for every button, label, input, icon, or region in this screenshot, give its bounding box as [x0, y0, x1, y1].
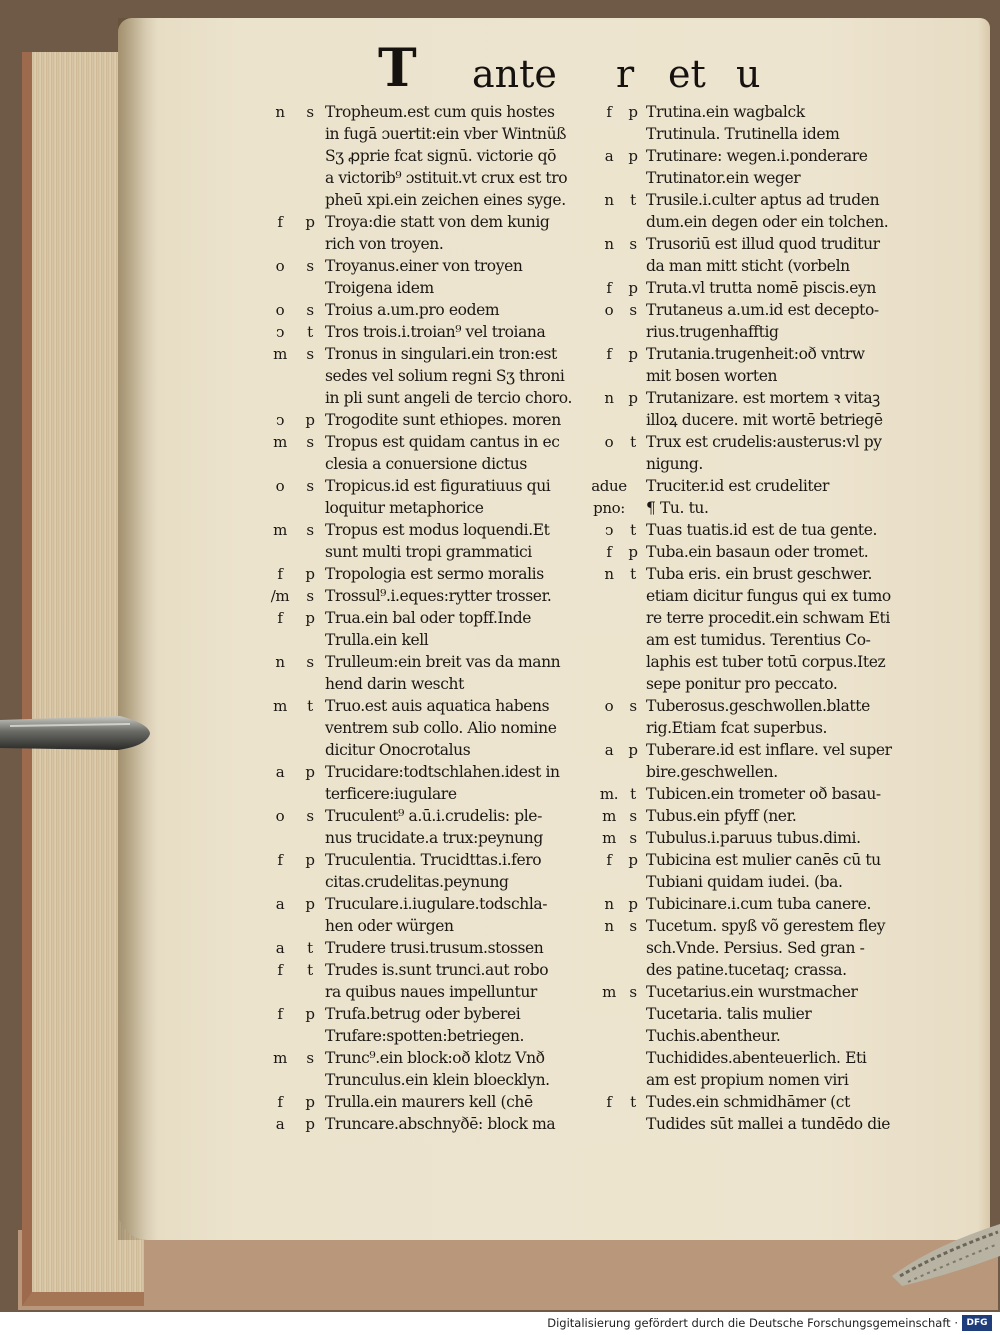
entry-text: Tronus in singulari.ein tron:est [325, 345, 557, 363]
entry-text: Trossul⁹.i.eques:rytter trosser. [325, 587, 552, 605]
entry-line [265, 211, 595, 233]
margin-class-marker: p [305, 763, 315, 781]
entry-text: in fugā ɔuertit:ein vber Wintnüß [325, 125, 567, 143]
margin-class-marker: t [307, 961, 313, 979]
entry-text: Tropheum.est cum quis hostes [325, 103, 555, 121]
entry-text: Trutaneus a.um.id est decepto- [646, 301, 879, 319]
entry-line [265, 299, 595, 321]
margin-gender-marker: o [275, 807, 285, 825]
entry-line [265, 695, 595, 717]
entry-line [590, 585, 906, 607]
margin-class-marker: s [306, 345, 314, 363]
margin-class-marker: p [628, 147, 638, 165]
entry-line [590, 409, 906, 431]
margin-gender-marker: f [606, 279, 612, 297]
margin-class-marker: p [305, 411, 315, 429]
entry-text: Troya:die statt von dem kunig [325, 213, 550, 231]
entry-text: sch.Vnde. Persius. Sed gran - [646, 939, 865, 957]
entry-line [590, 805, 906, 827]
entry-text: loquitur metaphorice [325, 499, 484, 517]
entry-text: Trutanizare. est mortem ꝛ vitaꝫ [646, 389, 880, 407]
entry-line [590, 695, 906, 717]
entry-line [265, 365, 595, 387]
margin-gender-marker: f [277, 1093, 283, 1111]
entry-text: Tucetarius.ein wurstmacher [646, 983, 858, 1001]
entry-line [265, 233, 595, 255]
margin-class-marker: t [307, 939, 313, 957]
margin-gender-marker: f [277, 565, 283, 583]
margin-class-marker: t [630, 785, 636, 803]
entry-text: Tubicinare.i.cum tuba canere. [646, 895, 872, 913]
entry-text: Tudes.ein schmidhāmer (ct [646, 1093, 850, 1111]
entry-text: Truciter.id est crudeliter [646, 477, 829, 495]
margin-gender-marker: f [277, 961, 283, 979]
entry-line [590, 541, 906, 563]
margin-gender-marker: n [604, 917, 614, 935]
entry-line [590, 519, 906, 541]
entry-text: rius.trugenhafftig [646, 323, 779, 341]
margin-class-marker: p [628, 741, 638, 759]
entry-line [590, 431, 906, 453]
entry-line [590, 453, 906, 475]
margin-gender-marker: a [275, 939, 285, 957]
entry-text: clesia a conuersione dictus [325, 455, 527, 473]
entry-line [590, 1047, 906, 1069]
margin-gender-marker: a [604, 741, 614, 759]
margin-gender-marker: m [602, 807, 616, 825]
margin-class-marker: t [630, 191, 636, 209]
entry-text: sedes vel solium regni Sʒ throni [325, 367, 565, 385]
entry-text: illoꝝ ducere. mit wortē betriegē [646, 411, 883, 429]
entry-line [265, 629, 595, 651]
entry-text: Truo.est auis aquatica habens [325, 697, 550, 715]
entry-text: ventrem sub collo. Alio nomine [325, 719, 557, 737]
entry-line [590, 783, 906, 805]
entry-text: Trufare:spotten:betriegen. [325, 1027, 525, 1045]
entry-text: Trulla.ein kell [325, 631, 429, 649]
entry-line [590, 717, 906, 739]
entry-line [265, 1069, 595, 1091]
entry-line [590, 101, 906, 123]
margin-gender-marker: o [275, 257, 285, 275]
entry-text: Tubus.ein pfyff (ner. [646, 807, 797, 825]
entry-line [265, 585, 595, 607]
entry-line [265, 1025, 595, 1047]
entry-line [590, 189, 906, 211]
entry-text: bire.geschwellen. [646, 763, 778, 781]
entry-text: Trucidare:todtschlahen.idest in [325, 763, 560, 781]
entry-text: Tros trois.i.troian⁹ vel troiana [325, 323, 546, 341]
header-initial: T [378, 38, 417, 99]
entry-line [265, 497, 595, 519]
entry-line [590, 365, 906, 387]
torn-binding-band [872, 1216, 1000, 1286]
margin-gender-marker: f [277, 851, 283, 869]
entry-line [590, 563, 906, 585]
entry-line [265, 431, 595, 453]
footer-bar [0, 1312, 1000, 1335]
margin-class-marker: s [306, 807, 314, 825]
margin-gender-marker: f [606, 345, 612, 363]
entry-text: re terre procedit.ein schwam Eti [646, 609, 890, 627]
entry-line [590, 1113, 906, 1135]
margin-gender-marker: o [604, 697, 614, 715]
margin-gender-marker: o [275, 477, 285, 495]
entry-text: Tuchis.abentheur. [646, 1027, 781, 1045]
entry-line [265, 387, 595, 409]
margin-gender-marker: n [604, 235, 614, 253]
entry-text: Truta.vl trutta nomē piscis.eyn [646, 279, 876, 297]
entry-text: Tucetaria. talis mulier [646, 1005, 812, 1023]
entry-line [265, 981, 595, 1003]
margin-class-marker: s [629, 917, 637, 935]
entry-line [265, 849, 595, 871]
margin-gender-marker: n [275, 103, 285, 121]
margin-gender-marker: m [273, 433, 287, 451]
entry-line [265, 123, 595, 145]
header-word: ante [472, 52, 557, 96]
margin-gender-marker: o [604, 301, 614, 319]
margin-class-marker: p [628, 345, 638, 363]
entry-line [590, 167, 906, 189]
entry-line [265, 145, 595, 167]
entry-line [265, 1091, 595, 1113]
margin-class-marker: t [307, 323, 313, 341]
entry-line [590, 1091, 906, 1113]
entry-line [265, 277, 595, 299]
margin-class-marker: p [628, 103, 638, 121]
margin-class-marker: t [630, 565, 636, 583]
margin-class-marker: s [629, 697, 637, 715]
margin-gender-marker: m [273, 697, 287, 715]
entry-line [590, 761, 906, 783]
margin-class-marker: s [629, 983, 637, 1001]
margin-class-marker: p [305, 851, 315, 869]
entry-text: Troyanus.einer von troyen [325, 257, 523, 275]
margin-gender-marker: pno: [593, 499, 625, 517]
entry-text: Tuchidides.abenteuerlich. Eti [646, 1049, 867, 1067]
entry-text: Truculentia. Trucidttas.i.fero [325, 851, 542, 869]
entry-text: Trulleum:ein breit vas da mann [325, 653, 561, 671]
entry-text: rich von troyen. [325, 235, 444, 253]
entry-line [265, 453, 595, 475]
margin-gender-marker: a [604, 147, 614, 165]
entry-text: pheū xpi.ein zeichen eines syge. [325, 191, 566, 209]
entry-line [590, 475, 906, 497]
margin-gender-marker: /m [270, 587, 290, 605]
entry-text: Sʒ ꝓprie fcat signū. victorie qō [325, 147, 557, 165]
margin-class-marker: p [628, 851, 638, 869]
margin-gender-marker: n [604, 565, 614, 583]
margin-class-marker: s [629, 829, 637, 847]
entry-line [590, 299, 906, 321]
entry-line [265, 541, 595, 563]
entry-line [590, 277, 906, 299]
entry-text: Trudere trusi.trusum.stossen [325, 939, 544, 957]
entry-line [590, 123, 906, 145]
margin-class-marker: s [306, 521, 314, 539]
entry-text: ra quibus naues impelluntur [325, 983, 537, 1001]
margin-class-marker: s [306, 257, 314, 275]
margin-gender-marker: adue [591, 477, 627, 495]
margin-gender-marker: m [602, 829, 616, 847]
entry-line [590, 959, 906, 981]
entry-line [265, 915, 595, 937]
margin-gender-marker: o [604, 433, 614, 451]
margin-gender-marker: f [277, 609, 283, 627]
margin-class-marker: t [630, 433, 636, 451]
entry-line [265, 871, 595, 893]
entry-text: hen oder würgen [325, 917, 454, 935]
entry-text: Tuas tuatis.id est de tua gente. [646, 521, 878, 539]
margin-gender-marker: m. [599, 785, 619, 803]
entry-text: Tuberare.id est inflare. vel super [646, 741, 892, 759]
entry-text: terficere:iugulare [325, 785, 457, 803]
entry-text: in pli sunt angeli de tercio choro. [325, 389, 572, 407]
margin-gender-marker: m [602, 983, 616, 1001]
entry-text: sepe ponitur pro peccato. [646, 675, 838, 693]
margin-class-marker: s [306, 433, 314, 451]
margin-gender-marker: m [273, 345, 287, 363]
entry-line [590, 145, 906, 167]
margin-class-marker: t [307, 697, 313, 715]
entry-text: Tropologia est sermo moralis [325, 565, 544, 583]
entry-line [590, 893, 906, 915]
entry-text: dicitur Onocrotalus [325, 741, 471, 759]
entry-text: Troius a.um.pro eodem [325, 301, 500, 319]
margin-class-marker: p [305, 609, 315, 627]
entry-line [590, 849, 906, 871]
margin-class-marker: p [628, 895, 638, 913]
margin-class-marker: p [305, 565, 315, 583]
entry-line [265, 739, 595, 761]
margin-class-marker: s [306, 1049, 314, 1067]
margin-gender-marker: f [606, 851, 612, 869]
entry-line [265, 1113, 595, 1135]
entry-text: Trusoriū est illud quod truditur [646, 235, 880, 253]
entry-text: Tubicen.ein trometer oð basau- [646, 785, 881, 803]
entry-text: Truculent⁹ a.ū.i.crudelis: ple- [325, 807, 542, 825]
entry-line [590, 233, 906, 255]
entry-text: rig.Etiam fcat superbus. [646, 719, 828, 737]
entry-text: sunt multi tropi grammatici [325, 543, 532, 561]
left-column [265, 101, 595, 1135]
entry-text: da man mitt sticht (vorbeln [646, 257, 850, 275]
header-word: r [616, 52, 635, 96]
entry-text: etiam dicitur fungus qui ex tumo [646, 587, 891, 605]
margin-class-marker: t [630, 521, 636, 539]
margin-class-marker: s [306, 653, 314, 671]
entry-line [265, 827, 595, 849]
entry-text: Truculare.i.iugulare.todschla- [325, 895, 548, 913]
entry-line [265, 607, 595, 629]
margin-gender-marker: f [277, 213, 283, 231]
entry-text: hend darin wescht [325, 675, 464, 693]
entry-line [590, 1069, 906, 1091]
margin-gender-marker: m [273, 1049, 287, 1067]
entry-text: Trusile.i.culter aptus ad truden [646, 191, 880, 209]
margin-gender-marker: ↄ [275, 323, 284, 341]
book-cover-bottom [18, 1230, 998, 1310]
entry-line [265, 673, 595, 695]
entry-line [265, 1003, 595, 1025]
entry-line [590, 321, 906, 343]
entry-line [265, 893, 595, 915]
entry-text: laphis est tuber totū corpus.Itez [646, 653, 886, 671]
entry-text: Tubulus.i.paruus tubus.dimi. [646, 829, 861, 847]
margin-gender-marker: n [604, 895, 614, 913]
gutter-shadow [118, 18, 158, 1240]
entry-line [265, 255, 595, 277]
entry-text: Trudes is.sunt trunci.aut robo [325, 961, 549, 979]
entry-line [590, 497, 906, 519]
entry-line [265, 937, 595, 959]
margin-class-marker: p [305, 895, 315, 913]
entry-text: Trutinator.ein weger [646, 169, 801, 187]
margin-gender-marker: n [604, 191, 614, 209]
margin-class-marker: s [629, 301, 637, 319]
margin-class-marker: t [630, 1093, 636, 1111]
entry-line [590, 343, 906, 365]
margin-class-marker: s [629, 807, 637, 825]
entry-text: Trua.ein bal oder topff.Inde [325, 609, 532, 627]
running-header [368, 38, 768, 100]
margin-gender-marker: ↄ [604, 521, 613, 539]
margin-class-marker: p [628, 279, 638, 297]
entry-line [265, 651, 595, 673]
margin-gender-marker: n [275, 653, 285, 671]
dfg-logo: DFG [962, 1315, 992, 1331]
footer-credit: Digitalisierung gefördert durch die Deutsche Forschungsgemeinschaft · [547, 1316, 958, 1330]
margin-gender-marker: f [606, 543, 612, 561]
entry-line [590, 937, 906, 959]
margin-gender-marker: a [275, 763, 285, 781]
margin-class-marker: p [628, 389, 638, 407]
entry-line [265, 519, 595, 541]
entry-text: Tudides sūt mallei a tundēdo die [646, 1115, 891, 1133]
right-column [590, 101, 906, 1135]
entry-line [590, 255, 906, 277]
entry-text: Tropus est quidam cantus in ec [325, 433, 560, 451]
entry-line [590, 871, 906, 893]
margin-class-marker: s [306, 103, 314, 121]
entry-text: Tuberosus.geschwollen.blatte [646, 697, 870, 715]
entry-text: nigung. [646, 455, 703, 473]
entry-line [265, 475, 595, 497]
entry-text: Tuba.ein basaun oder tromet. [646, 543, 869, 561]
entry-line [265, 717, 595, 739]
entry-line [265, 959, 595, 981]
margin-class-marker: p [305, 1005, 315, 1023]
entry-text: Tropus est modus loquendi.Et [325, 521, 550, 539]
entry-text: Tubiani quidam iudei. (ba. [646, 873, 843, 891]
bookmark-strip [0, 712, 152, 754]
entry-text: Tucetum. spyß võ gerestem fley [646, 917, 886, 935]
entry-text: Tuba eris. ein brust geschwer. [646, 565, 873, 583]
margin-class-marker: s [306, 301, 314, 319]
entry-text: ¶ Tu. tu. [646, 499, 709, 517]
margin-gender-marker: n [604, 389, 614, 407]
margin-class-marker: p [305, 1093, 315, 1111]
entry-line [265, 761, 595, 783]
entry-line [590, 673, 906, 695]
entry-line [590, 1003, 906, 1025]
margin-gender-marker: f [277, 1005, 283, 1023]
entry-text: Trogodite sunt ethiopes. moren [325, 411, 561, 429]
entry-text: Trutinula. Trutinella idem [646, 125, 840, 143]
entry-text: mit bosen worten [646, 367, 778, 385]
margin-class-marker: p [628, 543, 638, 561]
entry-text: citas.crudelitas.peynung [325, 873, 509, 891]
entry-line [590, 981, 906, 1003]
entry-line [590, 211, 906, 233]
entry-text: Trutinare: wegen.i.ponderare [646, 147, 868, 165]
entry-line [265, 805, 595, 827]
margin-gender-marker: o [275, 301, 285, 319]
entry-line [265, 321, 595, 343]
margin-gender-marker: f [606, 1093, 612, 1111]
entry-text: Trux est crudelis:austerus:vl py [646, 433, 882, 451]
margin-gender-marker: f [606, 103, 612, 121]
entry-line [590, 915, 906, 937]
margin-gender-marker: m [273, 521, 287, 539]
entry-text: am est propium nomen viri [646, 1071, 849, 1089]
entry-text: Trunculus.ein klein bloecklyn. [325, 1071, 550, 1089]
entry-line [265, 343, 595, 365]
margin-class-marker: s [306, 477, 314, 495]
entry-line [265, 189, 595, 211]
margin-gender-marker: ↄ [275, 411, 284, 429]
entry-line [590, 387, 906, 409]
entry-line [590, 739, 906, 761]
header-word: et [668, 52, 706, 96]
entry-text: Trufa.betrug oder byberei [325, 1005, 521, 1023]
entry-text: Tubicina est mulier canēs cū tu [646, 851, 881, 869]
entry-text: am est tumidus. Terentius Co- [646, 631, 871, 649]
margin-gender-marker: a [275, 1115, 285, 1133]
entry-line [265, 101, 595, 123]
entry-line [265, 409, 595, 431]
margin-gender-marker: a [275, 895, 285, 913]
entry-text: Trunc⁹.ein block:oð klotz Vnð [325, 1049, 545, 1067]
entry-text: des patine.tucetaq; crassa. [646, 961, 847, 979]
margin-class-marker: s [306, 587, 314, 605]
margin-class-marker: s [629, 235, 637, 253]
entry-text: nus trucidate.a trux:peynung [325, 829, 543, 847]
entry-text: Troigena idem [325, 279, 434, 297]
entry-text: dum.ein degen oder ein tolchen. [646, 213, 889, 231]
margin-class-marker: p [305, 1115, 315, 1133]
entry-line [590, 1025, 906, 1047]
entry-line [590, 607, 906, 629]
header-word: u [736, 52, 761, 96]
entry-line [265, 563, 595, 585]
entry-text: Trutania.trugenheit:oð vntrw [646, 345, 865, 363]
entry-text: Truncare.abschnyðē: block ma [325, 1115, 556, 1133]
entry-text: Trutina.ein wagbalck [646, 103, 805, 121]
margin-class-marker: p [305, 213, 315, 231]
entry-text: Trulla.ein maurers kell (chē [325, 1093, 533, 1111]
entry-line [590, 651, 906, 673]
entry-line [265, 783, 595, 805]
entry-line [590, 827, 906, 849]
entry-line [265, 167, 595, 189]
entry-text: Tropicus.id est figuratiuus qui [325, 477, 551, 495]
entry-text: a victorib⁹ ɔstituit.vt crux est tro [325, 169, 568, 187]
entry-line [265, 1047, 595, 1069]
entry-line [590, 629, 906, 651]
